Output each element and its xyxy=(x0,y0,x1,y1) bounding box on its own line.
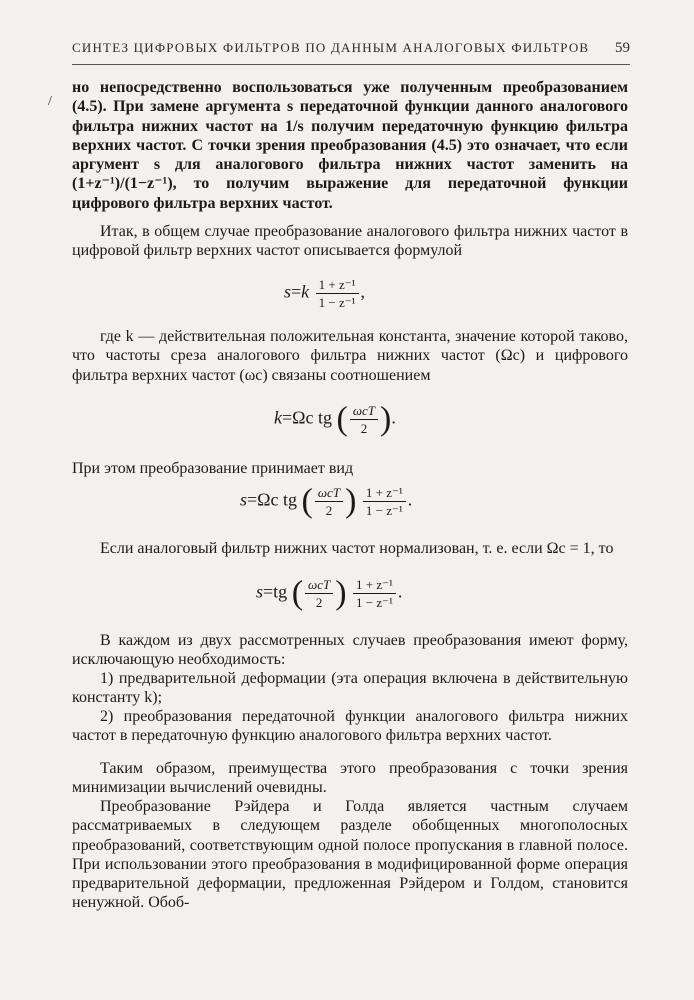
eq1-coef: k xyxy=(301,281,310,302)
eq3-arg-numerator: ωcT xyxy=(315,484,343,502)
eq4-tail: . xyxy=(397,581,403,602)
paragraph-7: 1) предварительной деформации (эта операция включена в действительную константу k); xyxy=(72,670,628,707)
eq2-denominator: 2 xyxy=(360,421,368,436)
paragraph-2: Итак, в общем случае преобразование аналогового фильтра нижних частот в цифровой фильтр верхних частот описывается формулой xyxy=(72,223,628,260)
eq3-left-paren: ( xyxy=(301,482,313,520)
eq2-right-paren: ) xyxy=(380,400,392,438)
page-number: 59 xyxy=(615,40,630,56)
eq4-numerator: 1 + z⁻¹ xyxy=(353,576,396,594)
equation-4 xyxy=(256,576,402,611)
eq3-right-paren: ) xyxy=(345,482,357,520)
equation-2 xyxy=(274,402,396,437)
eq3-fraction xyxy=(363,484,406,519)
eq1-rel: = xyxy=(291,281,302,302)
eq4-right-paren: ) xyxy=(335,574,347,612)
eq1-denominator: 1 − z⁻¹ xyxy=(318,295,356,310)
equation-3 xyxy=(240,484,412,519)
eq2-left-paren: ( xyxy=(336,400,348,438)
eq3-arg-denominator: 2 xyxy=(325,503,333,518)
eq2-numerator: ωcT xyxy=(350,402,378,420)
eq2-fraction xyxy=(350,402,378,437)
eq2-tail: . xyxy=(391,407,396,428)
eq3-denominator: 1 − z⁻¹ xyxy=(365,503,403,518)
eq4-lhs: s xyxy=(256,581,264,602)
eq1-tail: , xyxy=(360,281,366,302)
equation-1 xyxy=(284,276,365,311)
paragraph-9: Таким образом, преимущества этого преобразования с точки зрения минимизации вычислений очевидны. xyxy=(72,760,628,797)
paragraph-10: Преобразование Рэйдера и Голда является частным случаем рассматриваемых в следующем разделе обобщенных многополосных преобразований, соответствующим одной полосе пропускания в главной полосе. При использовании этого преобразования в модифицированной форме операция предварительной деформации, предложенная Рэйдером и Голдом, становится ненужной. Обоб- xyxy=(72,798,628,912)
paragraph-8: 2) преобразования передаточной функции аналогового фильтра нижних частот в передаточную функцию аналогового фильтра верхних частот. xyxy=(72,708,628,745)
eq1-fraction xyxy=(316,276,359,311)
eq3-coef: Ωc tg xyxy=(257,489,298,510)
eq3-numerator: 1 + z⁻¹ xyxy=(363,484,406,502)
running-header xyxy=(72,40,630,56)
paragraph-4: При этом преобразование принимает вид xyxy=(72,460,354,477)
margin-mark: / xyxy=(48,94,52,109)
eq3-lhs: s xyxy=(240,489,248,510)
eq4-rel: = xyxy=(263,581,274,602)
eq2-rel: = xyxy=(282,407,293,428)
eq1-lhs: s xyxy=(284,281,292,302)
header-title: СИНТЕЗ ЦИФРОВЫХ ФИЛЬТРОВ ПО ДАННЫМ АНАЛОГОВЫХ ФИЛЬТРОВ xyxy=(72,40,590,55)
eq3-rel: = xyxy=(247,489,258,510)
eq2-lhs: k xyxy=(274,407,282,428)
eq4-fraction xyxy=(353,576,396,611)
eq4-arg-denominator: 2 xyxy=(315,595,323,610)
eq4-arg-numerator: ωcT xyxy=(305,576,333,594)
paragraph-3: где k — действительная положительная константа, значение которой таково, что частоты среза аналогового фильтра нижних частот (Ωc) и цифрового фильтра верхних частот (ωc) связаны соотношением xyxy=(72,328,628,384)
paragraph-1: но непосредственно воспользоваться уже полученным преобразованием (4.5). При замене аргумента s передаточной функции данного аналогового фильтра нижних частот на 1/s получим передаточную функцию фильтра верхних частот. С точки зрения преобразования (4.5) это означает, что если аргумент s для аналогового фильтра нижних частот заменить на (1+z⁻¹)/(1−z⁻¹), то получим выражение для передаточной функции цифрового фильтра верхних частот. xyxy=(72,79,628,212)
eq3-arg-fraction xyxy=(315,484,343,519)
paragraph-6: В каждом из двух рассмотренных случаев преобразования имеют форму, исключающую необходимость: xyxy=(72,632,628,669)
eq1-numerator: 1 + z⁻¹ xyxy=(316,276,359,294)
eq3-tail: . xyxy=(407,489,413,510)
eq2-coef: Ωc tg xyxy=(292,407,333,428)
eq4-denominator: 1 − z⁻¹ xyxy=(356,595,393,610)
paragraph-5: Если аналоговый фильтр нижних частот нормализован, т. е. если Ωc = 1, то xyxy=(100,540,614,557)
eq4-arg-fraction xyxy=(305,576,333,611)
eq4-left-paren: ( xyxy=(291,574,304,612)
eq4-coef: tg xyxy=(273,581,288,602)
header-rule xyxy=(72,64,630,65)
